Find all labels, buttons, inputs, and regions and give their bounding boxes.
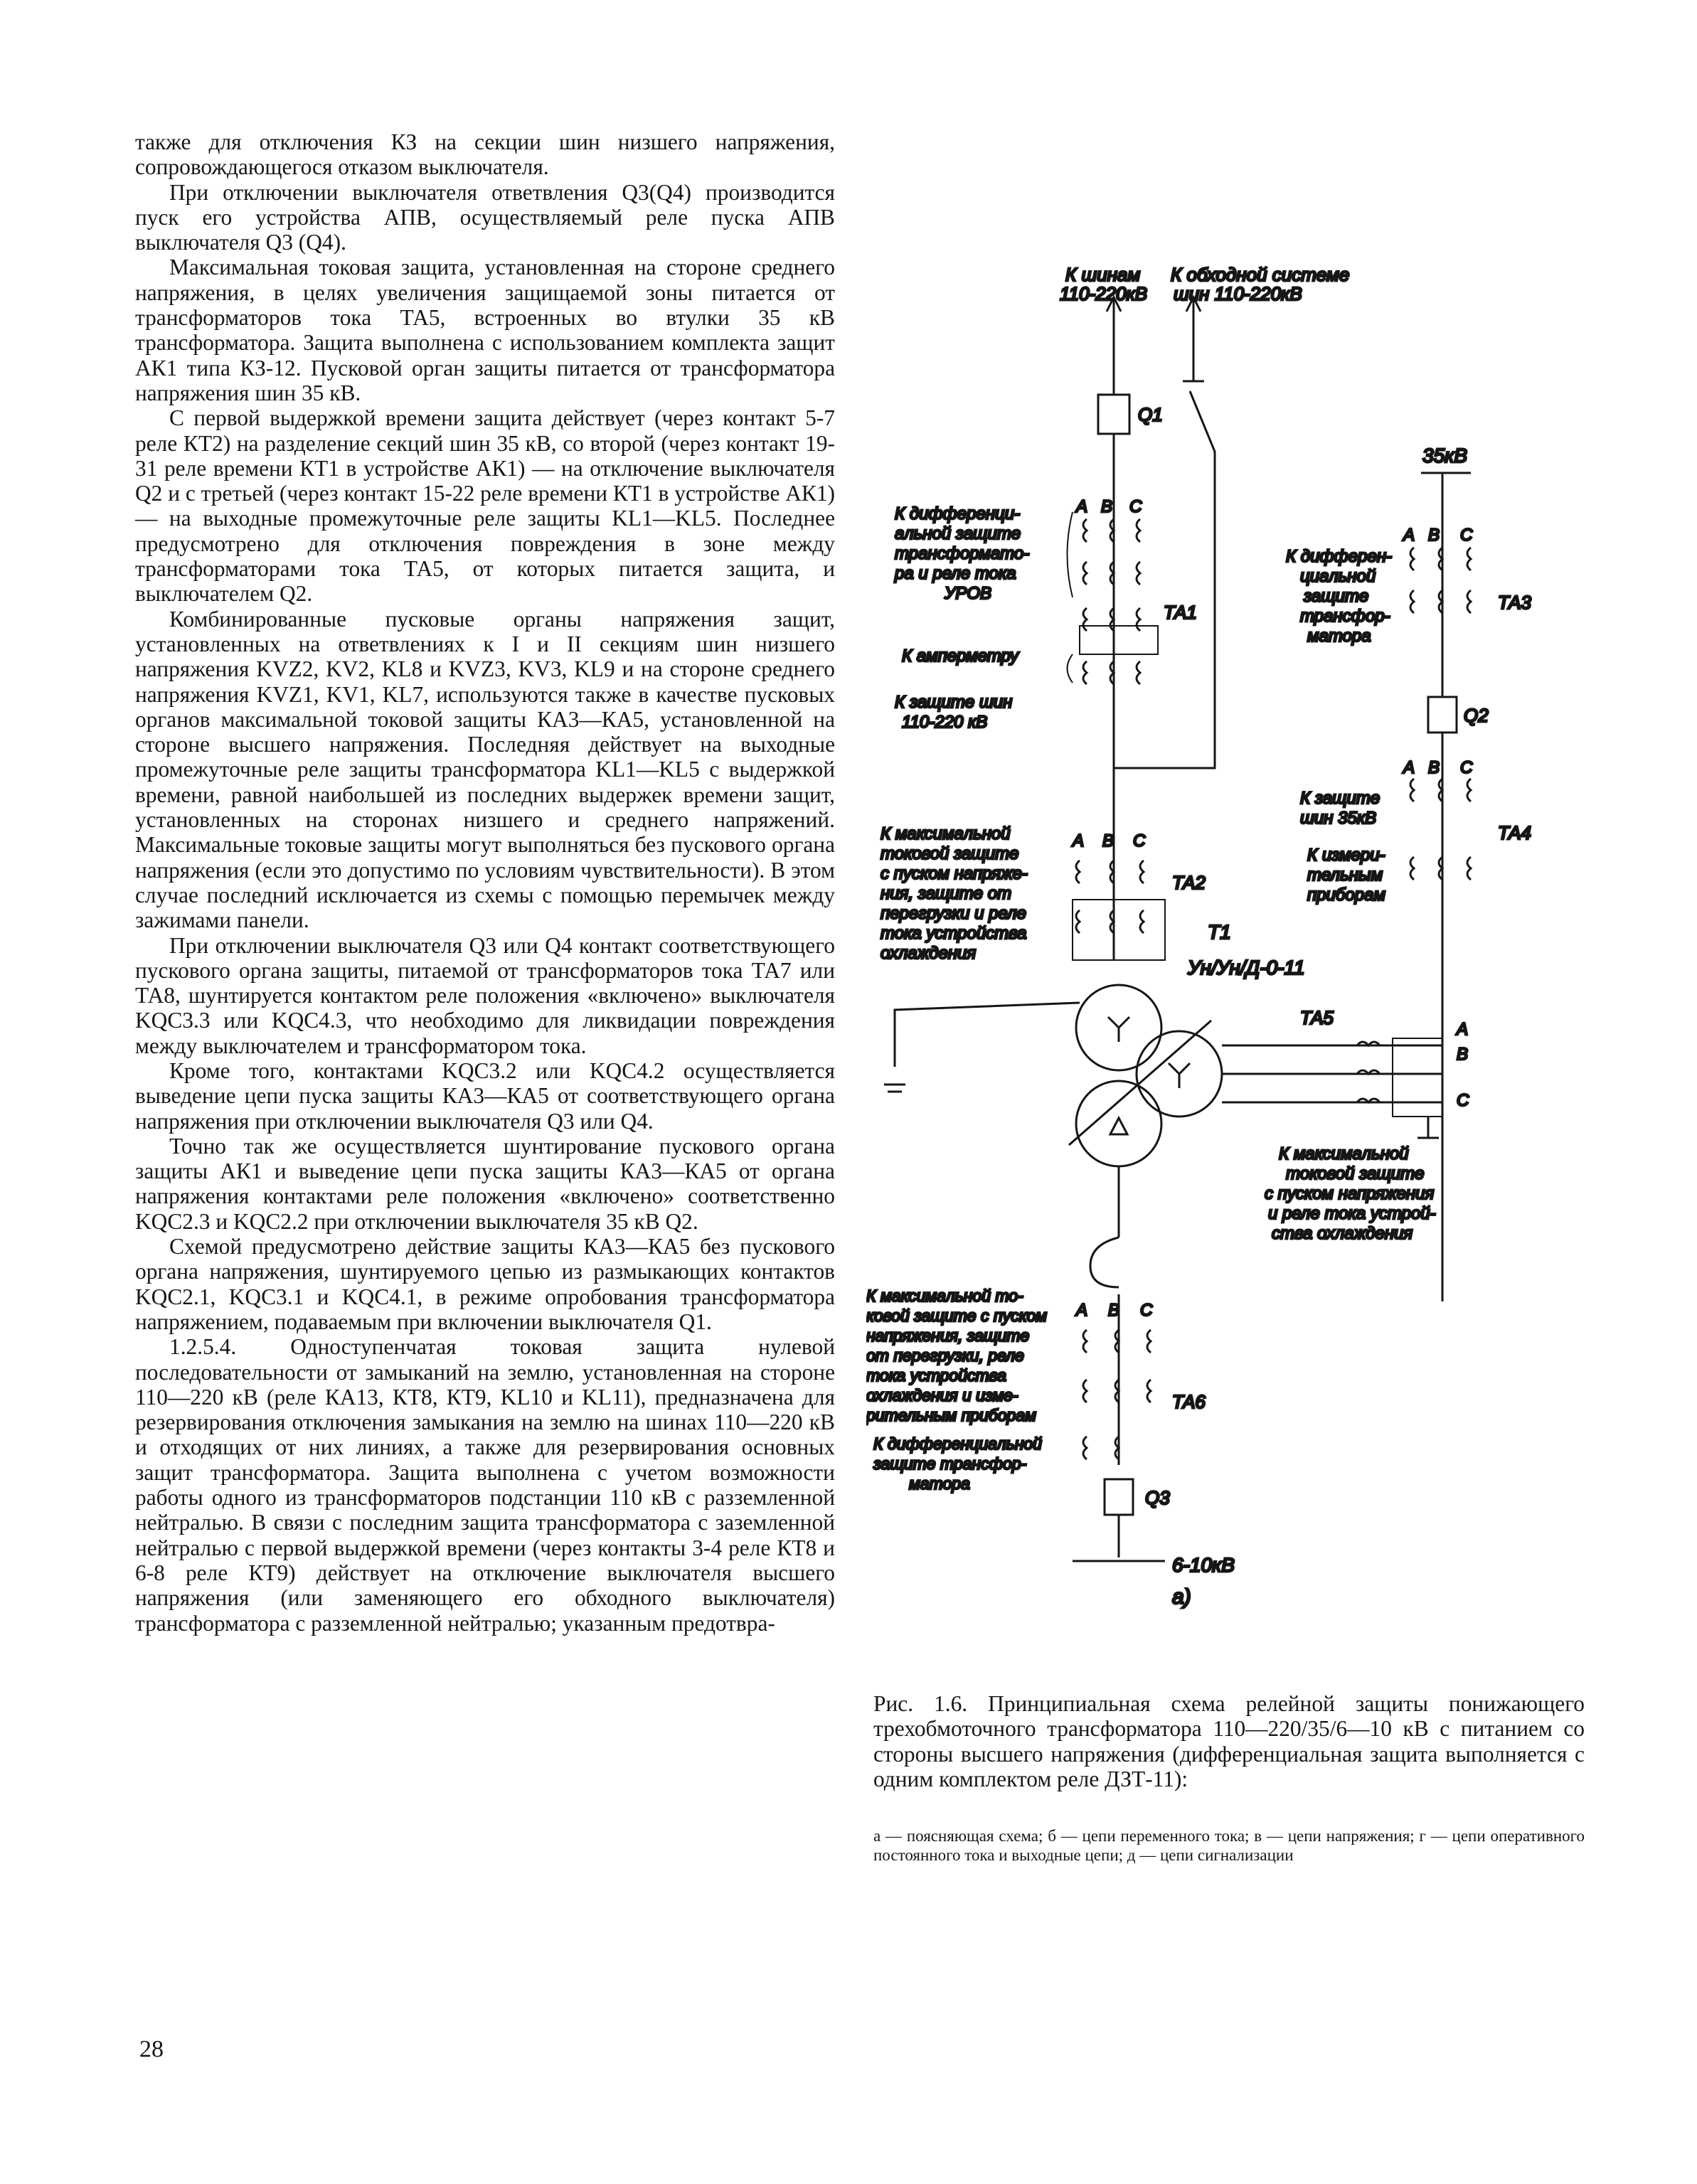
bypass-switch: [1183, 297, 1215, 473]
label-meas-2: тельным: [1307, 865, 1383, 885]
label-bus35-prot-1: К защите: [1300, 789, 1381, 808]
label-phase-c3: С: [1460, 526, 1473, 545]
body-paragraph: Максимальная токовая защита, установленная на стороне среднего напряжения, в целях увеличения защищаемой зоны питается от трансформаторов тока ТА5, встроенных во втулки 35 кВ трансформатора. Защита выполнена с использованием комплекта защит АК1 типа КЗ-12. Пусковой орган защиты питается от трансформатора напряжения шин 35 кВ.: [135, 255, 835, 405]
schematic-diagram: [866, 256, 1578, 1671]
label-diff35-5: матора: [1307, 627, 1371, 646]
ct-group-ta1: [1068, 512, 1159, 684]
label-mtz-hv-5: перегрузки и реле: [881, 904, 1026, 923]
label-vector-group: Ун/Ун/Д-0-11: [1188, 957, 1305, 979]
label-mtz-hv-3: с пуском напряже-: [881, 864, 1028, 883]
label-diff35-2: циальной: [1300, 567, 1376, 586]
ct-group-ta3: [1410, 548, 1471, 613]
label-phase-a4: А: [1403, 758, 1415, 777]
label-ta4: ТА4: [1498, 822, 1531, 843]
ct-group-ta6: [1083, 1330, 1151, 1459]
label-to-buses: К шинам: [1065, 264, 1141, 285]
label-to-bypass: К обходной системе: [1171, 264, 1350, 285]
label-diff-1: К дифференци-: [895, 504, 1021, 523]
label-q2: Q2: [1464, 705, 1489, 726]
label-diff-2: альной защите: [895, 524, 1021, 543]
ct-group-ta4: [1410, 779, 1471, 880]
label-mtz-mv-4: и реле тока устрой-: [1268, 1204, 1436, 1223]
label-phase-b5: В: [1457, 1045, 1469, 1064]
label-phase-b1: В: [1101, 497, 1113, 516]
label-meas-1: К измери-: [1307, 846, 1385, 865]
label-mtz-hv-2: токовой защите: [881, 844, 1019, 863]
page-number: 28: [139, 2036, 164, 2062]
body-paragraph: При отключении выключателя Q3 или Q4 контакт соответствующего пускового органа защиты, питаемой от трансформаторов тока ТА7 или ТА8, шунтируется контактом реле положения «включено» выключателя KQC3.3 или KQC4.3, что необходимо для ликвидации повреждения между выключателем и трансформатором тока.: [135, 932, 835, 1058]
breaker-q1: [1098, 395, 1129, 434]
label-mtz-lv-5: тока устройства: [866, 1366, 1006, 1385]
label-bus-35: 35кВ: [1422, 444, 1468, 467]
label-ta5: ТА5: [1300, 1007, 1334, 1028]
bus-35kv: [1421, 473, 1471, 1301]
body-paragraph: 1.2.5.4. Одноступенчатая токовая защита нулевой последовательности от замыканий на землю, установленная на стороне 110—220 кВ (реле КА13, КТ8, КТ9, KL10 и KL11), предназначена для резервирования отключения замыкания на землю на шинах 110—220 кВ и отходящих от них линиях, а также для резервирования основных защит трансформатора. Защита выполнена с учетом возможности работы одного из трансформаторов подстанции 110 кВ с разземленной нейтралью. В связи с последним защита трансформатора с заземленной нейтралью с первой выдержкой времени (через контакты 3-4 реле КТ8 и 6-8 реле КТ9) действует на отключение выключателя высшего напряжения (или заменяющего его обходного выключателя) трансформатора с разземленной нейтралью; указанным предотвра-: [135, 1334, 835, 1636]
body-paragraph: Точно так же осуществляется шунтирование пускового органа защиты АК1 и выведение цепи пуска защиты КА3—КА5 от органа напряжения контактами реле положения «включено» соответственно KQC2.3 и KQC2.2 при отключении выключателя 35 кВ Q2.: [135, 1133, 835, 1234]
body-paragraph: С первой выдержкой времени защита действует (через контакт 5-7 реле КТ2) на разделение секций шин 35 кВ, со второй (через контакт 19-31 реле времени КТ1 в устройстве АК1) — на отключение выключателя Q2 и с третьей (через контакт 15-22 реле времени КТ1 в устройстве АК1) — на выходные промежуточные реле защиты KL1—KL5. Последнее предусмотрено для отключения повреждения в зоне между трансформаторами тока ТА5, от которых питается защита, и выключателем Q2.: [135, 405, 835, 607]
label-mtz-mv-5: ства охлаждения: [1272, 1224, 1413, 1243]
body-paragraph: Кроме того, контактами KQC3.2 или KQC4.2 осуществляется выведение цепи пуска защиты КА3—КА5 от соответствующего органа напряжения при отключении выключателя Q3 или Q4.: [135, 1058, 835, 1134]
label-panel-a: а): [1172, 1585, 1191, 1609]
label-phase-c6: С: [1140, 1301, 1153, 1320]
figure-caption-legend: а — поясняющая схема; б — цепи переменного тока; в — цепи напряжения; г — цепи оперативного постоянного тока и выходные цепи; д — цепи сигнализации: [873, 1827, 1585, 1864]
label-phase-b2: В: [1102, 831, 1115, 851]
label-ta1: ТА1: [1164, 602, 1197, 623]
body-text-column: [135, 129, 835, 1636]
label-to-bypass-voltage: шин 110-220кВ: [1174, 283, 1302, 304]
label-diff35-1: К дифферен-: [1286, 547, 1393, 566]
label-phase-a3: А: [1403, 526, 1415, 545]
label-mtz-lv-6: охлаждения и изме-: [866, 1386, 1018, 1405]
label-diff-4: ра и реле тока: [895, 564, 1016, 583]
label-mtz-hv-4: ния, защите от: [881, 884, 1012, 903]
label-phase-a5: А: [1457, 1020, 1469, 1039]
label-diff-lv-2: защите трансфор-: [873, 1454, 1027, 1473]
body-paragraph: также для отключения КЗ на секции шин низшего напряжения, сопровождающегося отказом выключателя.: [135, 129, 835, 180]
label-ta6: ТА6: [1172, 1391, 1206, 1412]
label-mtz-mv-3: с пуском напряжения: [1265, 1184, 1435, 1203]
label-bus-prot-2: 110-220 кВ: [902, 713, 988, 732]
label-diff-lv-1: К дифференциальной: [873, 1434, 1042, 1453]
lv-reactor: [1090, 1237, 1119, 1287]
label-phase-c2: С: [1133, 831, 1146, 851]
label-bus35-prot-2: шин 35кВ: [1300, 809, 1377, 828]
label-ta3: ТА3: [1498, 592, 1531, 613]
label-mtz-hv-6: тока устройства: [881, 924, 1027, 943]
label-phase-c1: С: [1129, 497, 1142, 516]
label-mtz-lv-3: напряжения, защите: [866, 1326, 1030, 1345]
label-mtz-lv-7: рительным приборам: [866, 1406, 1036, 1424]
label-mtz-mv-1: К максимальной: [1279, 1144, 1409, 1163]
label-mtz-hv-7: охлаждения: [881, 944, 977, 963]
label-diff35-3: защите: [1304, 587, 1369, 606]
label-phase-b4: В: [1428, 758, 1440, 777]
label-phase-a6: А: [1076, 1301, 1088, 1320]
label-phase-b6: В: [1108, 1301, 1120, 1320]
label-phase-b3: В: [1428, 526, 1440, 545]
label-mtz-mv-2: токовой защите: [1286, 1164, 1425, 1183]
breaker-q2: [1428, 697, 1457, 733]
label-bus-prot-1: К защите шин: [895, 693, 1013, 712]
label-phase-c5: С: [1457, 1091, 1469, 1110]
label-mtz-lv-4: от перегрузки, реле: [866, 1346, 1024, 1365]
body-paragraph: При отключении выключателя ответвления Q3(Q4) производится пуск его устройства АПВ, осуществляемый реле пуска АПВ выключателя Q3 (Q4).: [135, 179, 835, 255]
label-mtz-hv-1: К максимальной: [881, 824, 1011, 843]
label-mtz-lv-1: К максимальной то-: [866, 1287, 1023, 1305]
label-diff-3: трансформато-: [895, 544, 1030, 563]
body-paragraph: Схемой предусмотрено действие защиты КА3—КА5 без пускового органа напряжения, шунтируемого цепью из размыкающих контактов KQC2.1, KQC3.1 и KQC4.1, в режиме опробования трансформатора напряжением, подаваемым при включении выключателя Q1.: [135, 1234, 835, 1334]
label-diff35-4: трансфор-: [1300, 607, 1390, 626]
figure-caption: Рис. 1.6. Принципиальная схема релейной защиты понижающего трехобмоточного трансформатора 110—220/35/6—10 кВ с питанием со стороны высшего напряжения (дифференциальная защита выполняется с одним комплектом реле ДЗТ-11):: [873, 1691, 1585, 1791]
label-t1: Т1: [1208, 921, 1231, 943]
label-mtz-lv-2: ковой защите с пуском: [866, 1306, 1048, 1325]
label-phase-a2: А: [1073, 831, 1085, 851]
ct-group-ta2: [1073, 861, 1165, 960]
label-ammeter: К амперметру: [902, 646, 1019, 666]
label-diff-5: УРОВ: [945, 584, 992, 603]
label-phase-c4: С: [1460, 758, 1473, 777]
label-ta2: ТА2: [1172, 872, 1206, 893]
label-meas-3: приборам: [1307, 885, 1385, 905]
label-diff-lv-3: матора: [909, 1474, 970, 1493]
ct-group-ta5: [1222, 1038, 1442, 1138]
transformer-t1: [884, 985, 1222, 1166]
label-q1: Q1: [1138, 404, 1163, 425]
label-q3: Q3: [1145, 1487, 1170, 1508]
label-lv-bus: 6-10кВ: [1172, 1554, 1235, 1576]
breaker-q3: [1105, 1479, 1133, 1515]
label-phase-a1: А: [1076, 497, 1088, 516]
label-to-buses-voltage: 110-220кВ: [1060, 283, 1148, 304]
body-paragraph: Комбинированные пусковые органы напряжения защит, установленных на ответвлениях к I и II секциям шин низшего напряжения KVZ2, KV2, KL8 и KVZ3, KV3, KL9 и на стороне среднего напряжения KVZ1, KV1, KL7, используются также в качестве пусковых органов максимальной токовой защиты КА3—КА5, установленной на стороне высшего напряжения. Последняя действует на выходные промежуточные реле защиты трансформатора KL1—KL5 с выдержкой времени, равной наибольшей из последних выдержек времени защит, установленных на сторонах низшего и среднего напряжений. Максимальные токовые защиты могут выполняться без пускового органа напряжения (если это допустимо по условиям чувствительности). В этом случае последний исключается из схемы с помощью перемычек между зажимами панели.: [135, 606, 835, 933]
